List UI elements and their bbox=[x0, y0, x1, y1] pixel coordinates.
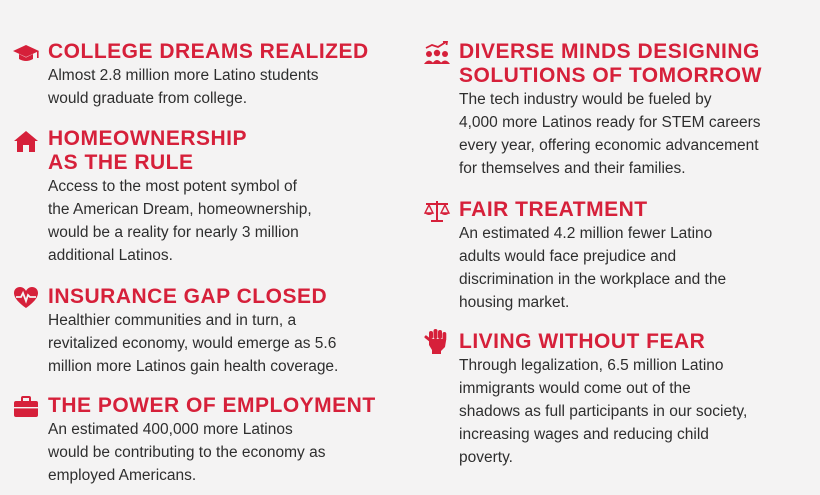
scales-icon bbox=[423, 199, 451, 223]
diverse-minds-title: DIVERSE MINDS DESIGNING SOLUTIONS OF TOMORROW bbox=[459, 40, 762, 87]
diverse-minds-section bbox=[423, 40, 762, 180]
living-without-fear-text: Through legalization, 6.5 million Latino immigrants would come out of the shadows as full participants in our society, increasing wages and reducing child poverty. bbox=[459, 357, 748, 466]
fair-treatment-text: An estimated 4.2 million fewer Latino adults would face prejudice and discrimination in the workplace and the housing market. bbox=[459, 225, 727, 311]
diverse-minds-text: The tech industry would be fueled by 4,000 more Latinos ready for STEM careers every year, offering economic advancement for themselves and their families. bbox=[459, 91, 761, 177]
homeownership-section bbox=[12, 127, 312, 267]
team-growth-icon bbox=[423, 41, 451, 65]
living-without-fear-title: LIVING WITHOUT FEAR bbox=[459, 330, 706, 353]
heart-pulse-icon bbox=[12, 286, 40, 310]
employment-section bbox=[12, 394, 376, 487]
fair-treatment-title: FAIR TREATMENT bbox=[459, 198, 648, 221]
fair-treatment-section bbox=[423, 198, 726, 314]
briefcase-icon bbox=[12, 395, 40, 419]
house-icon bbox=[12, 129, 40, 153]
college-title: COLLEGE DREAMS REALIZED bbox=[48, 40, 369, 63]
homeownership-text: Access to the most potent symbol of the American Dream, homeownership, would be a reality for nearly 3 million additional Latinos. bbox=[48, 178, 312, 264]
raised-fist-icon bbox=[423, 327, 451, 355]
employment-text: An estimated 400,000 more Latinos would be contributing to the economy as employed Americans. bbox=[48, 421, 326, 484]
college-section bbox=[12, 40, 369, 110]
employment-title: THE POWER OF EMPLOYMENT bbox=[48, 394, 376, 417]
insurance-text: Healthier communities and in turn, a revitalized economy, would emerge as 5.6 million more Latinos gain health coverage. bbox=[48, 312, 339, 375]
graduation-cap-icon bbox=[12, 41, 40, 65]
homeownership-title: HOMEOWNERSHIP AS THE RULE bbox=[48, 127, 248, 174]
living-without-fear-section bbox=[423, 330, 747, 469]
insurance-section bbox=[12, 285, 338, 378]
college-text: Almost 2.8 million more Latino students would graduate from college. bbox=[48, 67, 319, 107]
insurance-title: INSURANCE GAP CLOSED bbox=[48, 285, 328, 308]
